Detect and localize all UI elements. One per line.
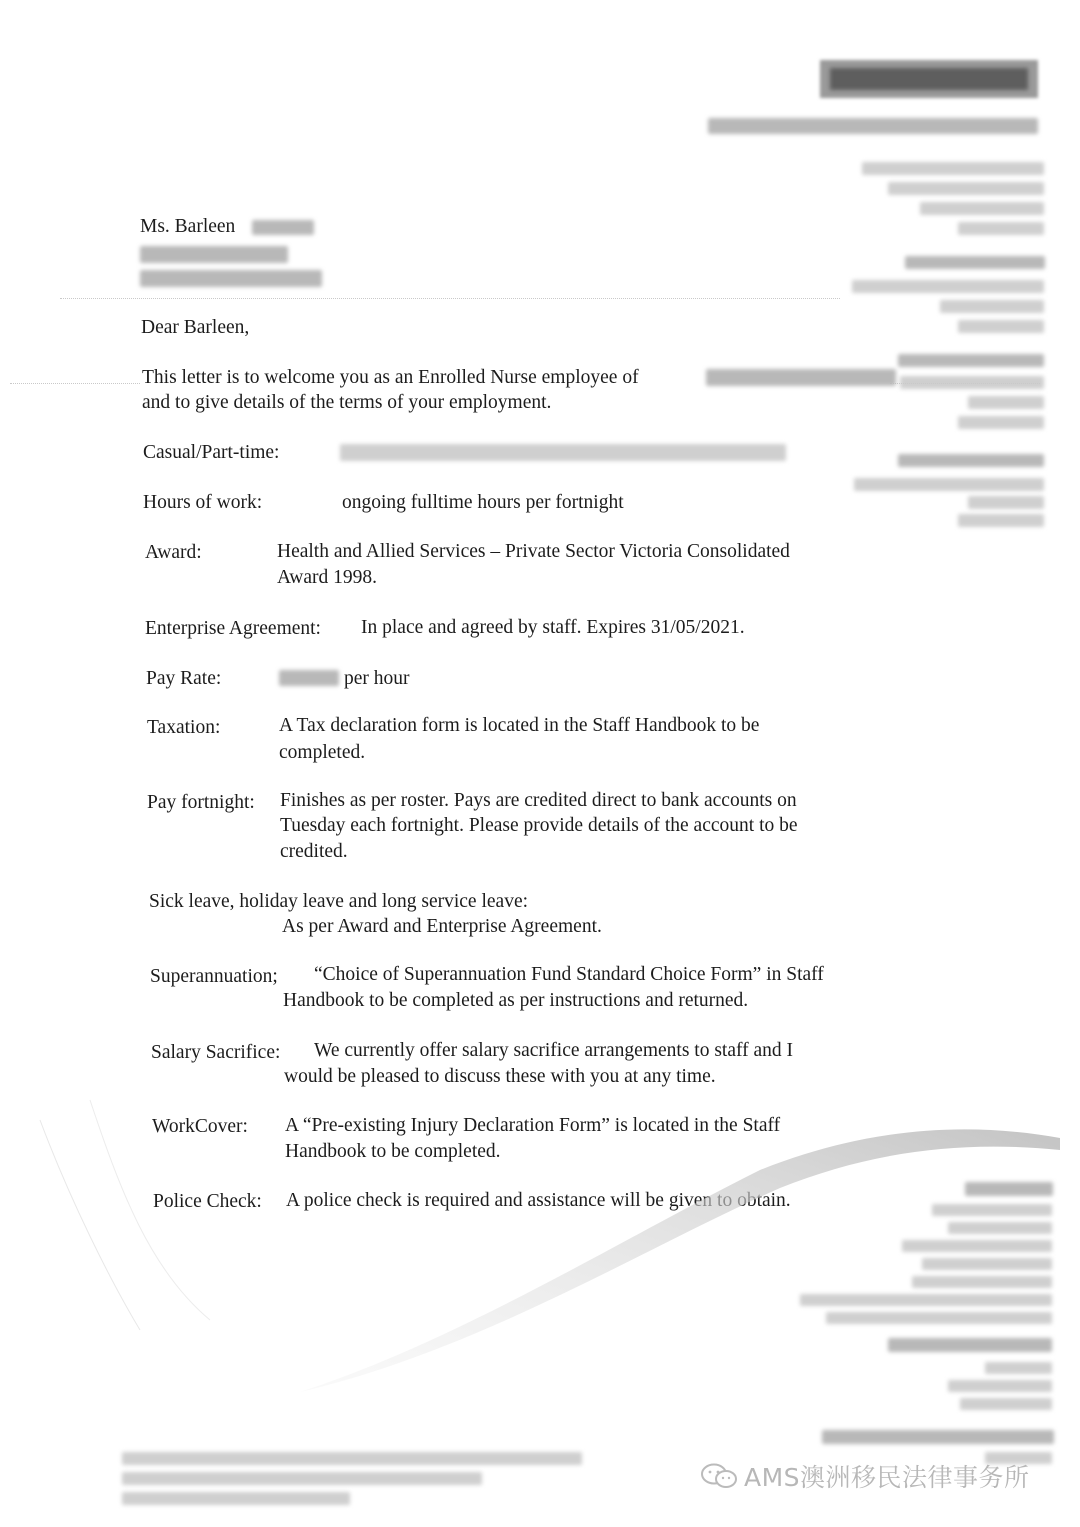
workcover-label: WorkCover: xyxy=(152,1116,248,1137)
super-value-2: Handbook to be completed as per instructions and returned. xyxy=(283,990,749,1011)
scan-line xyxy=(60,298,840,299)
award-value-2: Award 1998. xyxy=(277,567,378,588)
tax-label: Taxation: xyxy=(147,717,221,738)
pay-rate-amount-redacted xyxy=(279,670,339,686)
super-value-1: “Choice of Superannuation Fund Standard Choice Form” in Staff xyxy=(314,964,824,985)
super-label: Superannuation; xyxy=(150,966,278,987)
casual-value-redacted xyxy=(340,444,786,461)
ea-label: Enterprise Agreement: xyxy=(145,618,321,639)
letterhead-tagline xyxy=(708,118,1038,134)
scan-line xyxy=(890,383,1040,384)
salary-sacrifice-value-2: would be pleased to discuss these with you at any time. xyxy=(284,1066,716,1087)
pay-fortnight-value-1: Finishes as per roster. Pays are credited direct to bank accounts on xyxy=(280,790,797,811)
leave-value: As per Award and Enterprise Agreement. xyxy=(282,916,602,937)
leave-label: Sick leave, holiday leave and long service leave: xyxy=(149,891,529,912)
workcover-value-1: A “Pre-existing Injury Declaration Form” is located in the Staff xyxy=(285,1115,781,1136)
police-check-label: Police Check: xyxy=(153,1191,262,1212)
pay-fortnight-value-2: Tuesday each fortnight. Please provide details of the account to be xyxy=(280,815,798,836)
pay-rate-value: per hour xyxy=(344,668,410,689)
recipient-name: Ms. Barleen xyxy=(140,216,236,237)
wechat-icon xyxy=(700,1462,738,1490)
letterhead-swoosh-graphic xyxy=(0,1080,1080,1420)
recipient-address-line2 xyxy=(140,270,322,287)
intro-line-2: and to give details of the terms of your employment. xyxy=(142,392,552,413)
casual-label: Casual/Part-time: xyxy=(143,442,280,463)
ea-value: In place and agreed by staff. Expires 31/05/2021. xyxy=(361,617,745,638)
pay-fortnight-value-3: credited. xyxy=(280,841,348,862)
police-check-value: A police check is required and assistance will be given to obtain. xyxy=(286,1190,791,1211)
tax-value-2: completed. xyxy=(279,742,366,763)
award-label: Award: xyxy=(145,542,202,563)
recipient-surname-redacted xyxy=(252,220,314,235)
intro-line-1: This letter is to welcome you as an Enrolled Nurse employee of xyxy=(142,367,639,388)
letterhead-logo-mark xyxy=(830,68,1028,90)
pay-rate-label: Pay Rate: xyxy=(146,668,222,689)
tax-value-1: A Tax declaration form is located in the Staff Handbook to be xyxy=(279,715,760,736)
hours-value: ongoing fulltime hours per fortnight xyxy=(342,492,624,513)
salutation: Dear Barleen, xyxy=(141,317,250,338)
pay-fortnight-label: Pay fortnight: xyxy=(147,792,255,813)
salary-sacrifice-value-1: We currently offer salary sacrifice arrangements to staff and I xyxy=(314,1040,794,1061)
award-value-1: Health and Allied Services – Private Sector Victoria Consolidated xyxy=(277,541,790,562)
salary-sacrifice-label: Salary Sacrifice: xyxy=(151,1042,281,1063)
recipient-address-line1 xyxy=(140,246,288,263)
workcover-value-2: Handbook to be completed. xyxy=(285,1141,501,1162)
watermark-text: AMS澳洲移民法律事务所 xyxy=(744,1463,1030,1492)
hours-label: Hours of work: xyxy=(143,492,263,513)
scan-line xyxy=(10,383,140,384)
employer-name-redacted xyxy=(706,369,896,386)
